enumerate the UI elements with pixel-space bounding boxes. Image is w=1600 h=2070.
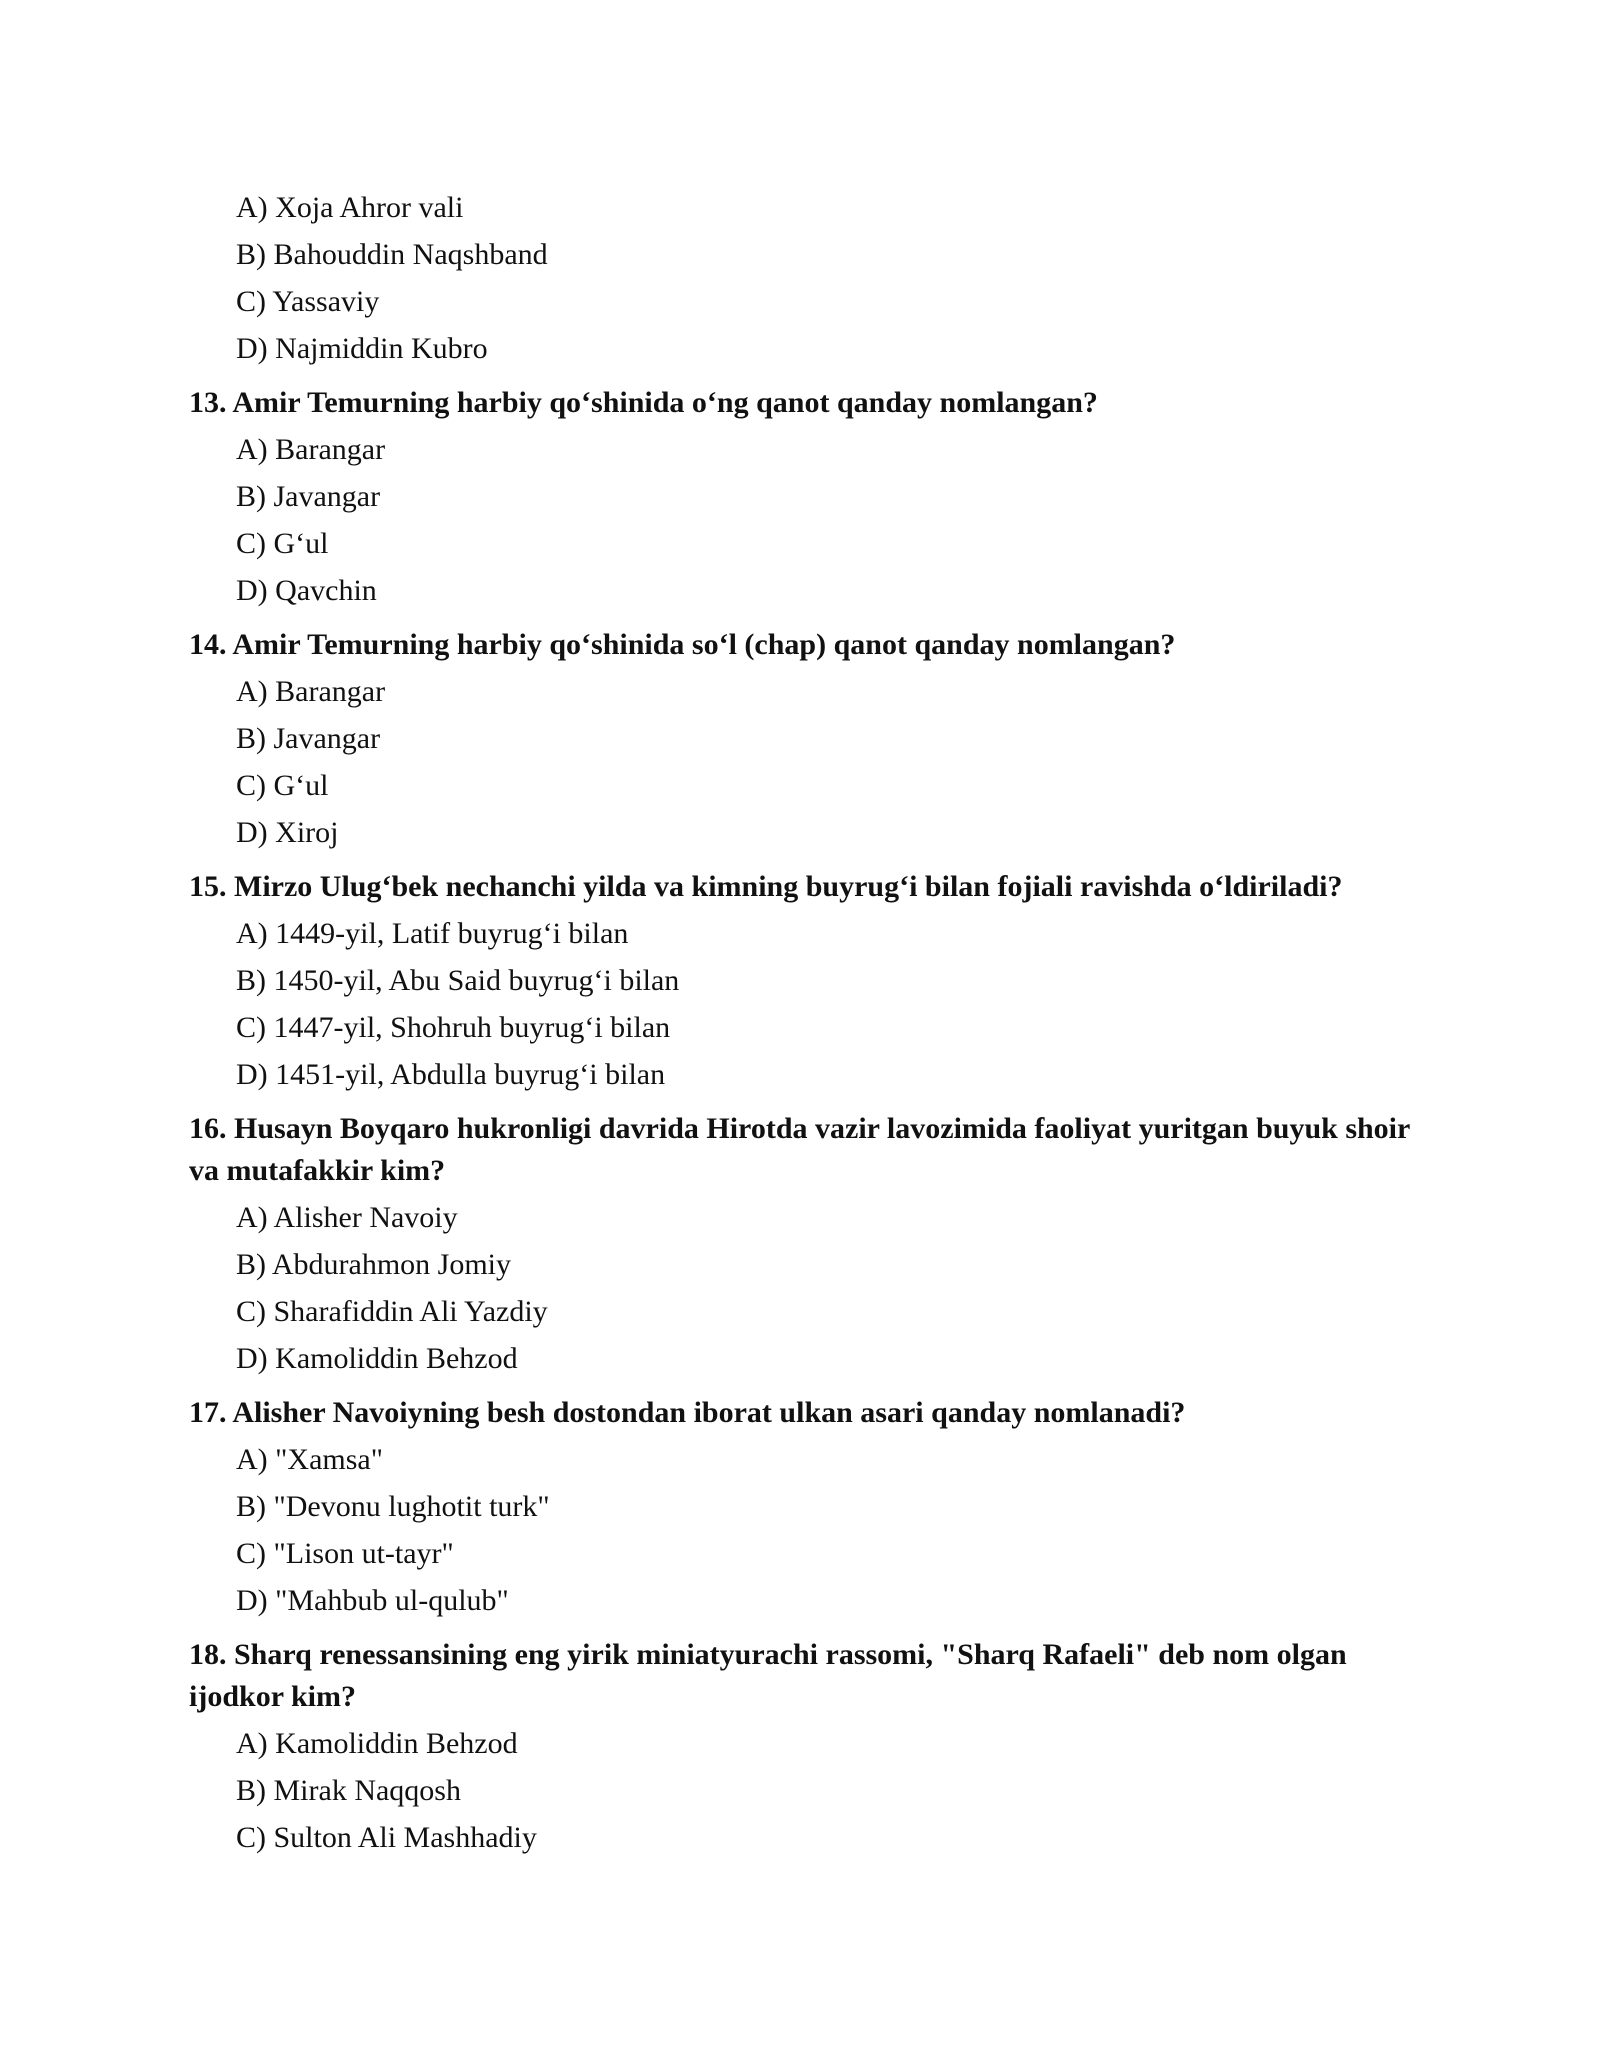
answer-option: B) Javangar (236, 480, 381, 513)
answer-option: D) Kamoliddin Behzod (236, 1342, 518, 1375)
answer-option: A) Xoja Ahror vali (236, 191, 464, 224)
answer-option: C) Sharafiddin Ali Yazdiy (236, 1295, 548, 1328)
question-17 (189, 1392, 1429, 1624)
answer-option: A) Kamoliddin Behzod (236, 1727, 518, 1760)
answer-option: B) Javangar (236, 722, 381, 755)
question-options (189, 668, 1429, 856)
question-12-options (189, 184, 1429, 372)
answer-option: B) Bahouddin Naqshband (236, 238, 548, 271)
answer-option: A) 1449-yil, Latif buyrug‘i bilan (236, 917, 629, 950)
question-title: 17. Alisher Navoiyning besh dostondan iborat ulkan asari qanday nomlanadi? (189, 1396, 1186, 1429)
answer-option: A) Barangar (236, 433, 386, 466)
answer-option: B) Mirak Naqqosh (236, 1774, 461, 1807)
question-options (189, 1194, 1429, 1382)
answer-option: A) Barangar (236, 675, 386, 708)
answer-option: B) "Devonu lughotit turk" (236, 1490, 550, 1523)
answer-option: C) Yassaviy (236, 285, 380, 318)
question-options (189, 910, 1429, 1098)
answer-option: B) 1450-yil, Abu Said buyrug‘i bilan (236, 964, 680, 997)
answer-option: C) Sulton Ali Mashhadiy (236, 1821, 537, 1854)
question-title: 16. Husayn Boyqaro hukronligi davrida Hirotda vazir lavozimida faoliyat yuritgan buyuk shoir va mutafakkir kim? (189, 1112, 1410, 1187)
answer-option: D) Najmiddin Kubro (236, 332, 488, 365)
question-title: 13. Amir Temurning harbiy qo‘shinida o‘ng qanot qanday nomlangan? (189, 386, 1098, 419)
question-title: 15. Mirzo Ulug‘bek nechanchi yilda va kimning buyrug‘i bilan fojiali ravishda o‘ldiriladi? (189, 870, 1343, 903)
question-title: 18. Sharq renessansining eng yirik miniatyurachi rassomi, "Sharq Rafaeli" deb nom olgan ijodkor kim? (189, 1638, 1347, 1713)
question-18 (189, 1634, 1429, 1861)
question-15 (189, 866, 1429, 1098)
answer-option: D) "Mahbub ul-qulub" (236, 1584, 509, 1617)
question-options (189, 1720, 1429, 1861)
answer-option: C) G‘ul (236, 527, 329, 560)
answer-option: C) "Lison ut-tayr" (236, 1537, 454, 1570)
answer-option: C) 1447-yil, Shohruh buyrug‘i bilan (236, 1011, 671, 1044)
question-title: 14. Amir Temurning harbiy qo‘shinida so‘l (chap) qanot qanday nomlangan? (189, 628, 1176, 661)
answer-option: D) Xiroj (236, 816, 339, 849)
answer-option: B) Abdurahmon Jomiy (236, 1248, 511, 1281)
answer-option: D) Qavchin (236, 574, 377, 607)
question-options (189, 1436, 1429, 1624)
answer-option: C) G‘ul (236, 769, 329, 802)
question-16 (189, 1108, 1429, 1382)
answer-option: A) Alisher Navoiy (236, 1201, 458, 1234)
question-14 (189, 624, 1429, 856)
question-13 (189, 382, 1429, 614)
page-content (189, 184, 1429, 1861)
answer-option: A) "Xamsa" (236, 1443, 383, 1476)
question-options (189, 426, 1429, 614)
answer-option: D) 1451-yil, Abdulla buyrug‘i bilan (236, 1058, 666, 1091)
